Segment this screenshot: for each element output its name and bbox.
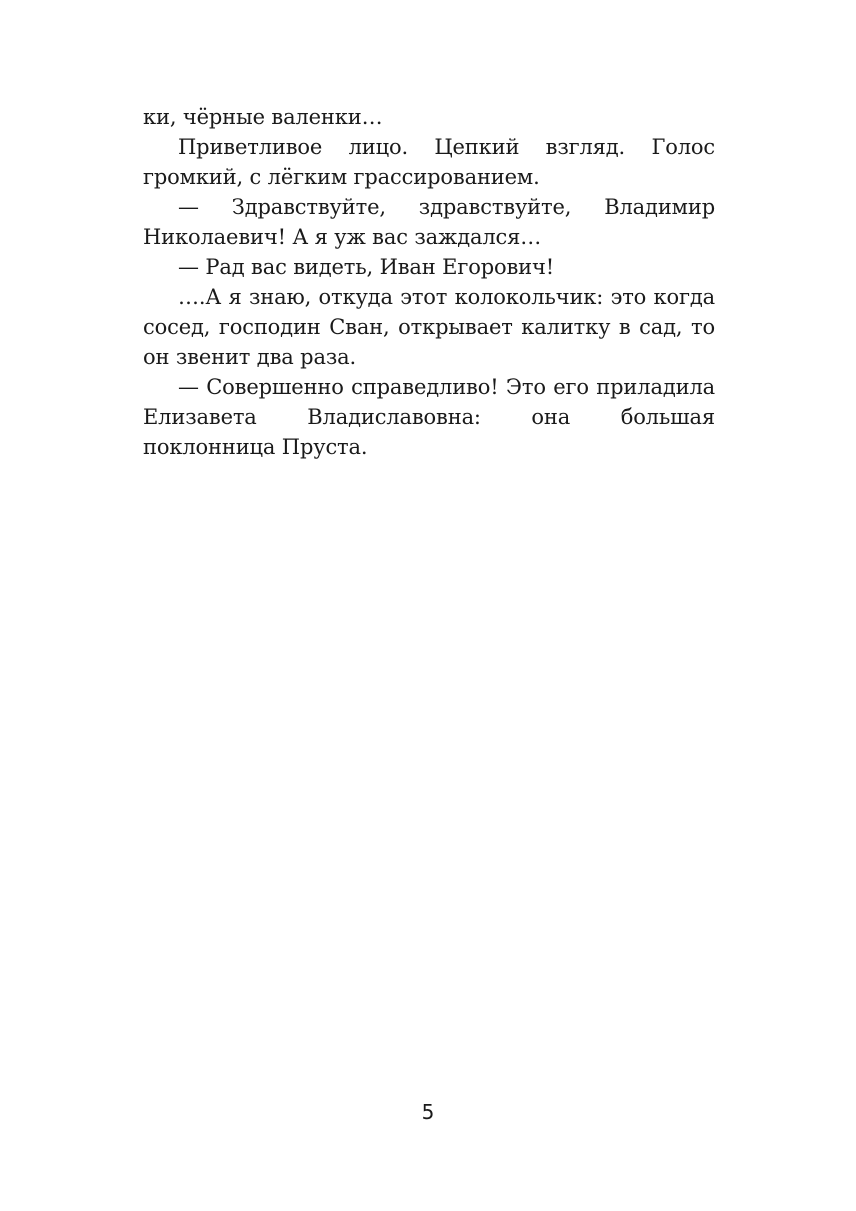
dialogue-paragraph: — Рад вас видеть, Иван Егорович! xyxy=(178,255,555,279)
paragraph: Приветливое лицо. Цепкий взгляд. Голос громкий, с лёгким грассированием. xyxy=(143,135,715,189)
body-text xyxy=(143,102,715,462)
paragraph: ….А я знаю, откуда этот колокольчик: это когда сосед, господин Сван, открывает калитку в сад, то он звенит два раза. xyxy=(143,285,715,369)
dialogue-paragraph: — Совершенно справедливо! Это его приладила Елизавета Владиславовна: она большая поклонница Пруста. xyxy=(143,375,715,459)
page-number: 5 xyxy=(421,1100,435,1124)
dialogue-paragraph: — Здравствуйте, здравствуйте, Владимир Николаевич! А я уж вас заждался… xyxy=(143,195,715,249)
paragraph: ки, чёрные валенки… xyxy=(143,105,383,129)
